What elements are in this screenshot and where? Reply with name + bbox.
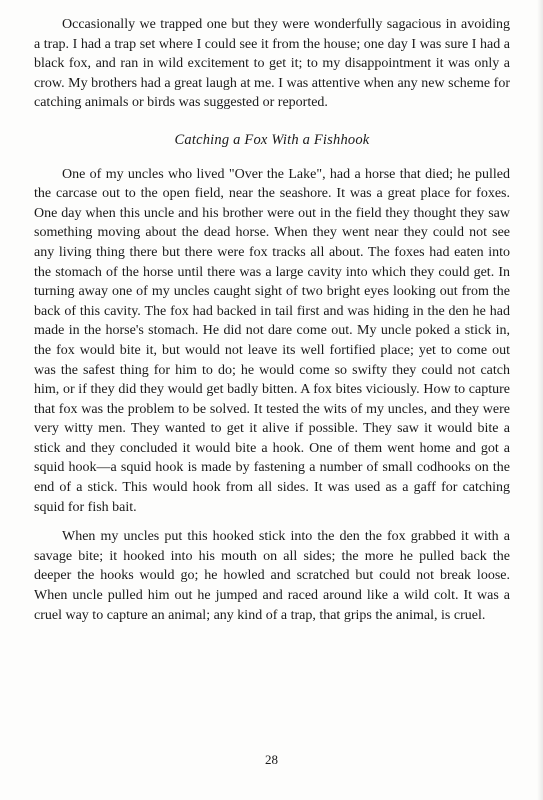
section-heading: Catching a Fox With a Fishhook [174,131,370,148]
body-text [34,15,510,625]
paragraph-fox-story: One of my uncles who lived "Over the Lake", had a horse that died; he pulled the carcase out to the open field, near the seashore. It was a great place for foxes. One day when this uncle and his brother were out in the field they thought they saw something moving about the dead horse. When they went near they could not see any living thing there but there were fox tracks all about. The foxes had eaten into the stomach of the horse until there was a large cavity into which they could get. In turning away one of my uncles caught sight of two bright eyes looking out from the back of this cavity. The fox had backed in tail first and was hiding in the den he had made in the horse's stomach. He did not dare come out. My uncle poked a stick in, the fox would bite it, but would not leave its well fortified place; yet to come out was the safest thing for him to do; he would come so swifty they could not catch him, or if they did they would get badly bitten. A fox bites viciously. How to capture that fox was the problem to be solved. It tested the wits of my uncles, and they were very witty men. They wanted to get it alive if possible. They saw it would bite a stick and they concluded it would bite a hook. One of them went home and got a squid hook—a squid hook is made by fastening a number of small codhooks on the end of a stick. This would hook from all sides. It was used as a gaff for catching squid for fish bait. [34,166,510,515]
paragraph-capture: When my uncles put this hooked stick into the den the fox grabbed it with a savage bite; it hooked into his mouth on all sides; the more he pulled back the deeper the hooks would go; he howled and scratched but could not break loose. When uncle pulled him out he jumped and raced around like a wild colt. It was a cruel way to capture an animal; any kind of a trap, that grips the animal, is cruel. [34,529,510,623]
page-edge-shadow [537,0,543,800]
paragraph-trapping: Occasionally we trapped one but they were wonderfully sagacious in avoiding a trap. I had a trap set where I could see it from the house; one day I was sure I had a black fox, and ran in wild excitement to get it; to my disappointment it was only a crow. My brothers had a great laugh at me. I was attentive when any new scheme for catching animals or birds was suggested or reported. [34,17,510,111]
page-number: 28 [265,752,278,767]
